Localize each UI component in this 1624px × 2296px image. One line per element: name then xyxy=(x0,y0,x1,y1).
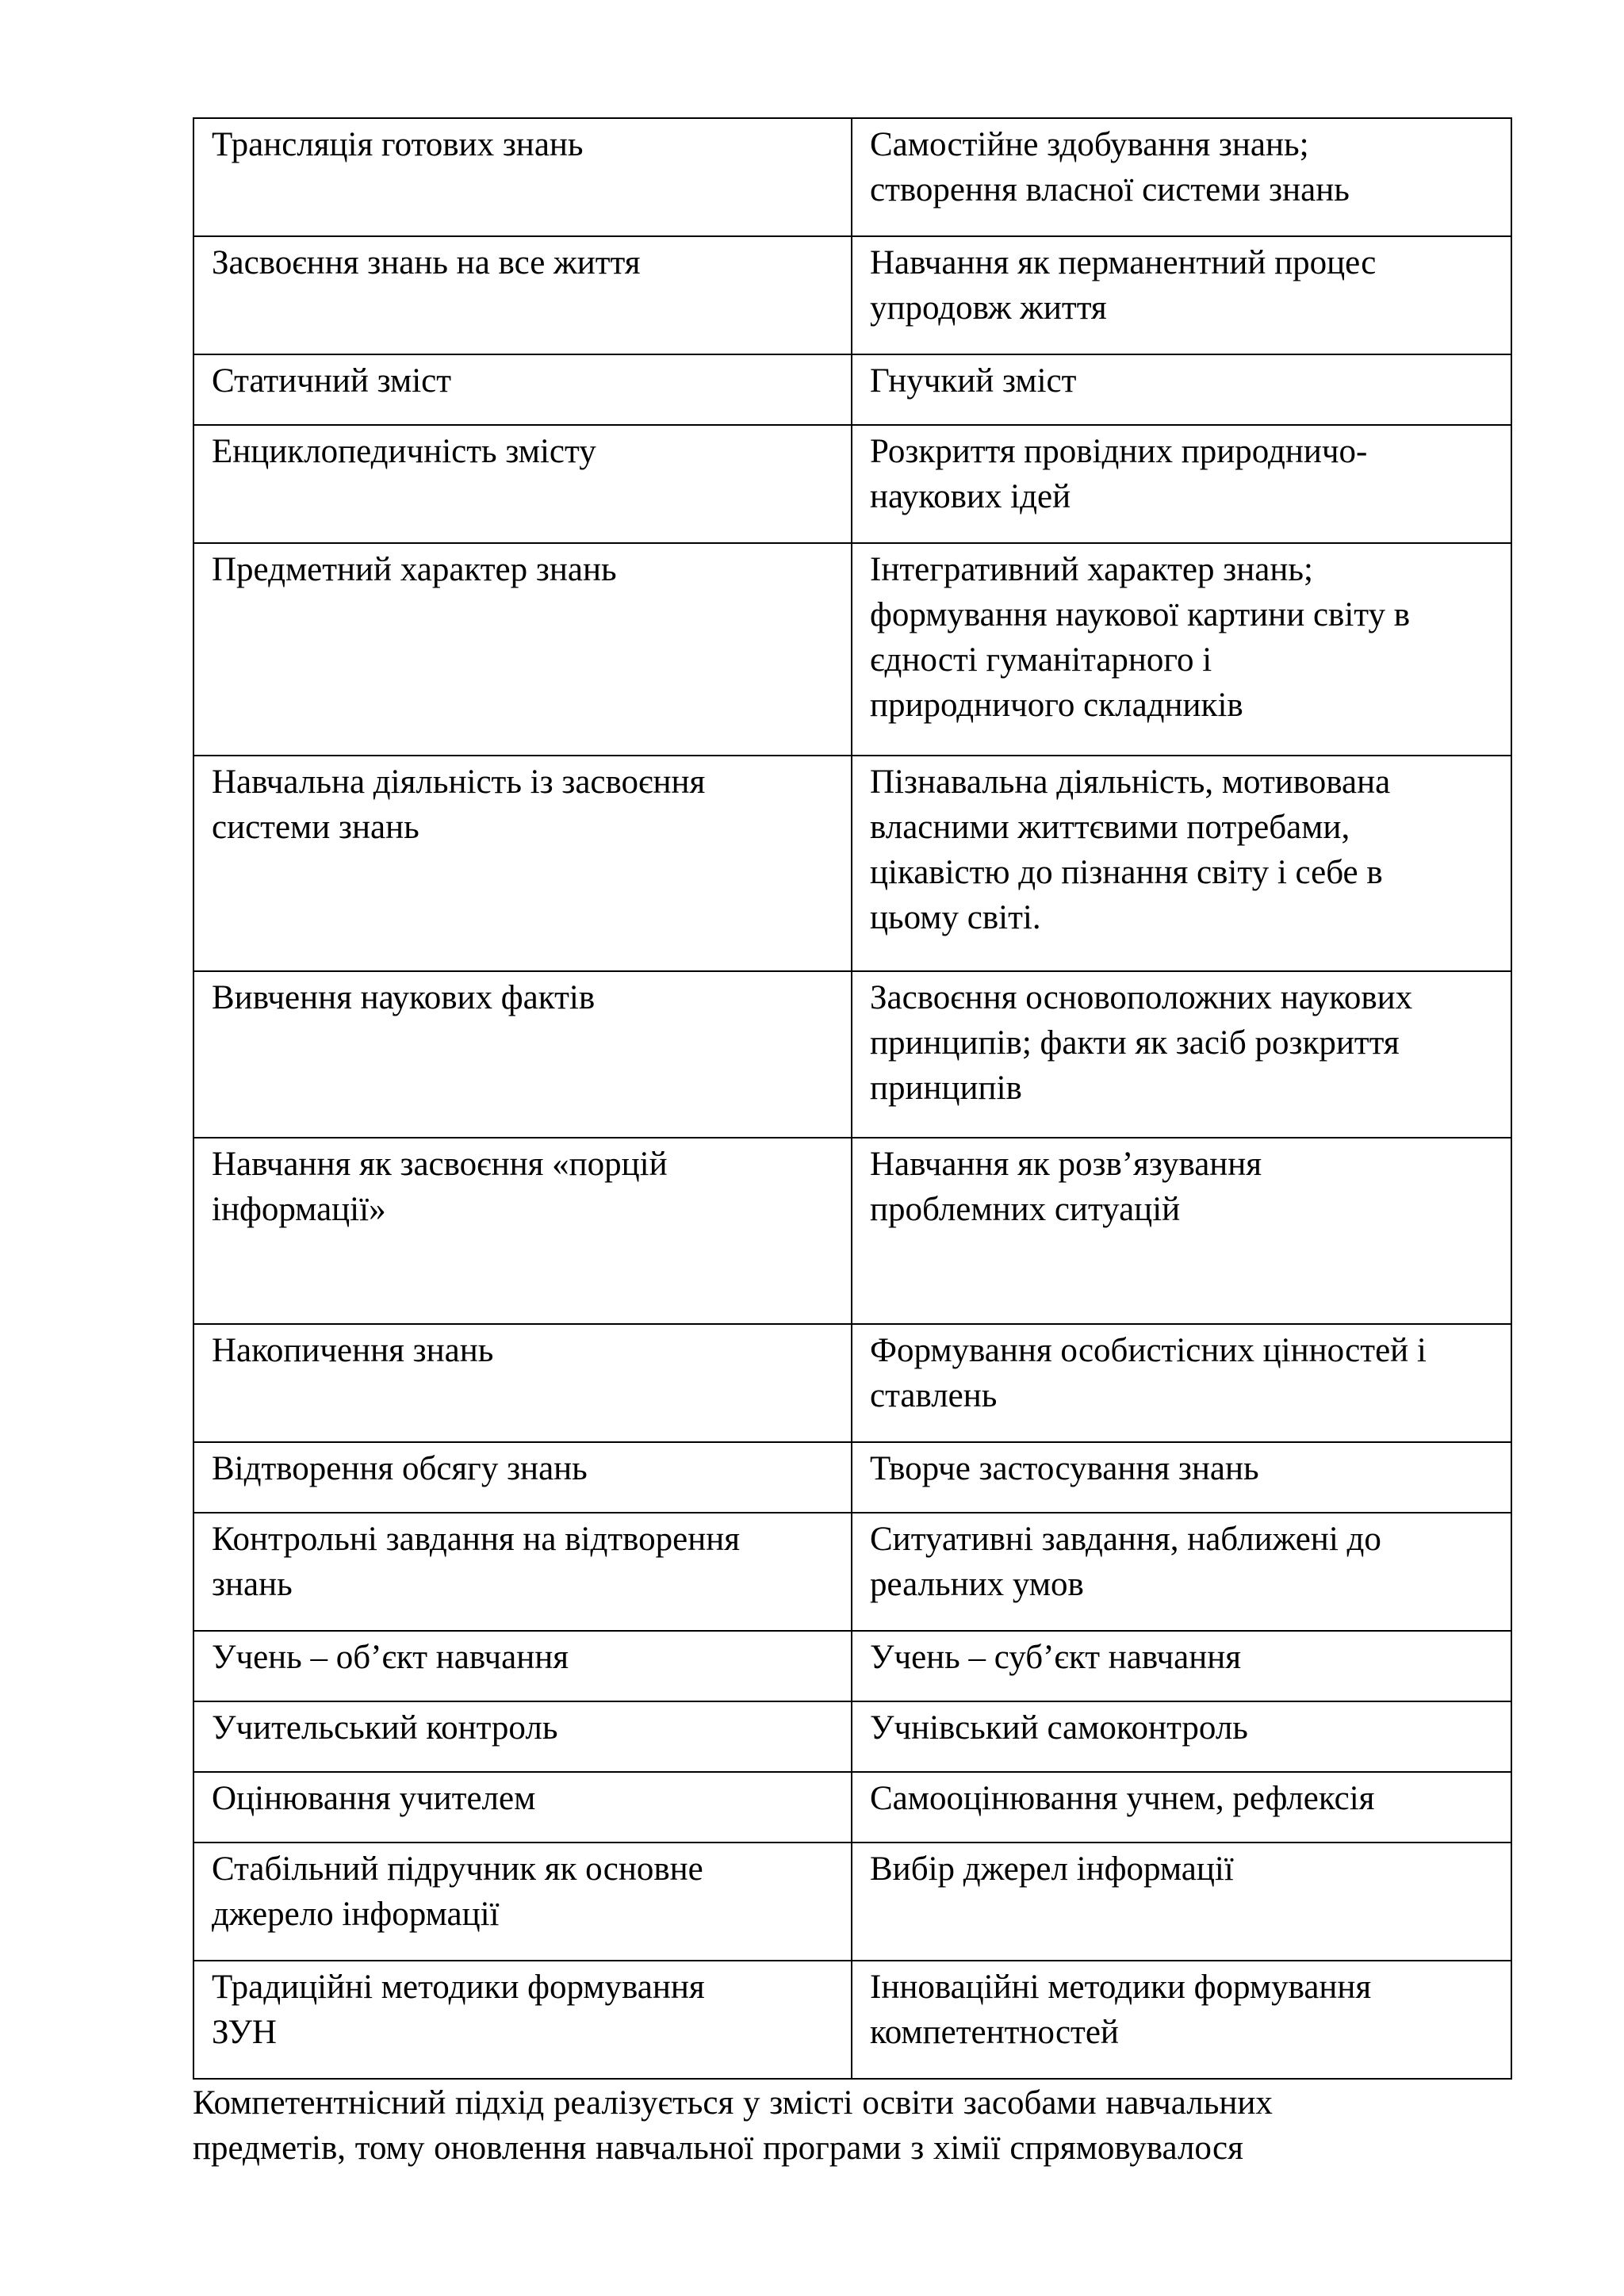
cell-text: Накопичення знань xyxy=(212,1332,494,1369)
cell-text: Учень – об’єкт навчання xyxy=(212,1639,569,1676)
cell-text: Контрольні завдання на відтворення знань xyxy=(212,1521,741,1603)
body-paragraph: Компетентнісний підхід реалізується у змісті освіти засобами навчальних предметів, тому оновлення навчальної програми з хімії спрямовувалося xyxy=(193,2084,1273,2167)
cell-text: Оцінювання учителем xyxy=(212,1780,536,1817)
table-row xyxy=(193,1513,1511,1631)
cell-text: Інтегративний характер знань; формування наукової картини світу в єдності гуманітарного і природничого складників xyxy=(870,551,1411,724)
table-cell-left xyxy=(193,1961,852,2079)
table-cell-right xyxy=(852,756,1511,971)
table-row xyxy=(193,1324,1511,1442)
table-row xyxy=(193,1138,1511,1324)
table-cell-left xyxy=(193,543,852,756)
table-cell-left xyxy=(193,1138,852,1324)
table-cell-right xyxy=(852,1843,1511,1961)
table-cell-left xyxy=(193,1324,852,1442)
table-cell-right xyxy=(852,1701,1511,1772)
table-cell-left xyxy=(193,1631,852,1701)
table-cell-right xyxy=(852,118,1511,236)
table-body xyxy=(193,118,1511,2079)
cell-text: Вибір джерел інформації xyxy=(870,1850,1234,1888)
table-row xyxy=(193,1631,1511,1701)
table-cell-left xyxy=(193,1513,852,1631)
table-cell-right xyxy=(852,1442,1511,1513)
table-cell-left xyxy=(193,1843,852,1961)
cell-text: Гнучкий зміст xyxy=(870,362,1077,400)
table-row xyxy=(193,118,1511,236)
table-cell-left xyxy=(193,1772,852,1843)
cell-text: Навчання як розв’язування проблемних ситуацій xyxy=(870,1146,1262,1228)
table-row xyxy=(193,1701,1511,1772)
cell-text: Відтворення обсягу знань xyxy=(212,1450,588,1487)
table-row xyxy=(193,425,1511,543)
cell-text: Формування особистісних цінностей і ставлень xyxy=(870,1332,1427,1414)
table-cell-right xyxy=(852,1772,1511,1843)
cell-text: Учительський контроль xyxy=(212,1709,558,1747)
cell-text: Творче застосування знань xyxy=(870,1450,1259,1487)
cell-text: Самооцінювання учнем, рефлексія xyxy=(870,1780,1375,1817)
cell-text: Учень – суб’єкт навчання xyxy=(870,1639,1242,1676)
table-cell-right xyxy=(852,543,1511,756)
table-cell-left xyxy=(193,236,852,354)
table-cell-left xyxy=(193,971,852,1138)
table-cell-right xyxy=(852,425,1511,543)
table-cell-right xyxy=(852,1513,1511,1631)
cell-text: Самостійне здобування знань; створення власної системи знань xyxy=(870,126,1350,209)
table-row xyxy=(193,1843,1511,1961)
cell-text: Навчальна діяльність із засвоєння системи знань xyxy=(212,763,706,846)
table-row xyxy=(193,756,1511,971)
table-cell-left xyxy=(193,354,852,425)
table-row xyxy=(193,236,1511,354)
table-row xyxy=(193,1772,1511,1843)
cell-text: Засвоєння знань на все життя xyxy=(212,244,641,281)
cell-text: Стабільний підручник як основне джерело інформації xyxy=(212,1850,703,1933)
cell-text: Предметний характер знань xyxy=(212,551,617,588)
table-cell-left xyxy=(193,118,852,236)
table-cell-right xyxy=(852,1324,1511,1442)
table-cell-right xyxy=(852,1138,1511,1324)
cell-text: Традиційні методики формування ЗУН xyxy=(212,1969,705,2051)
table-row xyxy=(193,543,1511,756)
cell-text: Засвоєння основоположних наукових принципів; факти як засіб розкриття принципів xyxy=(870,979,1413,1107)
cell-text: Трансляція готових знань xyxy=(212,126,584,163)
table-cell-left xyxy=(193,425,852,543)
table-row xyxy=(193,1442,1511,1513)
table-cell-right xyxy=(852,354,1511,425)
table-cell-right xyxy=(852,236,1511,354)
table-row xyxy=(193,1961,1511,2079)
cell-text: Ситуативні завдання, наближені до реальних умов xyxy=(870,1521,1381,1603)
cell-text: Інноваційні методики формування компетентностей xyxy=(870,1969,1372,2051)
comparison-table xyxy=(193,117,1512,2080)
cell-text: Статичний зміст xyxy=(212,362,452,400)
table-cell-right xyxy=(852,971,1511,1138)
table-row xyxy=(193,354,1511,425)
table-cell-right xyxy=(852,1961,1511,2079)
cell-text: Енциклопедичність змісту xyxy=(212,433,596,470)
table-cell-left xyxy=(193,1442,852,1513)
cell-text: Навчання як перманентний процес упродовж життя xyxy=(870,244,1377,327)
cell-text: Навчання як засвоєння «порцій інформації» xyxy=(212,1146,668,1228)
table-row xyxy=(193,971,1511,1138)
cell-text: Пізнавальна діяльність, мотивована власними життєвими потребами, цікавістю до пізнання світу і себе в цьому світі. xyxy=(870,763,1391,936)
table-cell-right xyxy=(852,1631,1511,1701)
cell-text: Учнівський самоконтроль xyxy=(870,1709,1248,1747)
table-cell-left xyxy=(193,1701,852,1772)
cell-text: Розкриття провідних природничо- наукових ідей xyxy=(870,433,1368,515)
cell-text: Вивчення наукових фактів xyxy=(212,979,596,1016)
table-cell-left xyxy=(193,756,852,971)
